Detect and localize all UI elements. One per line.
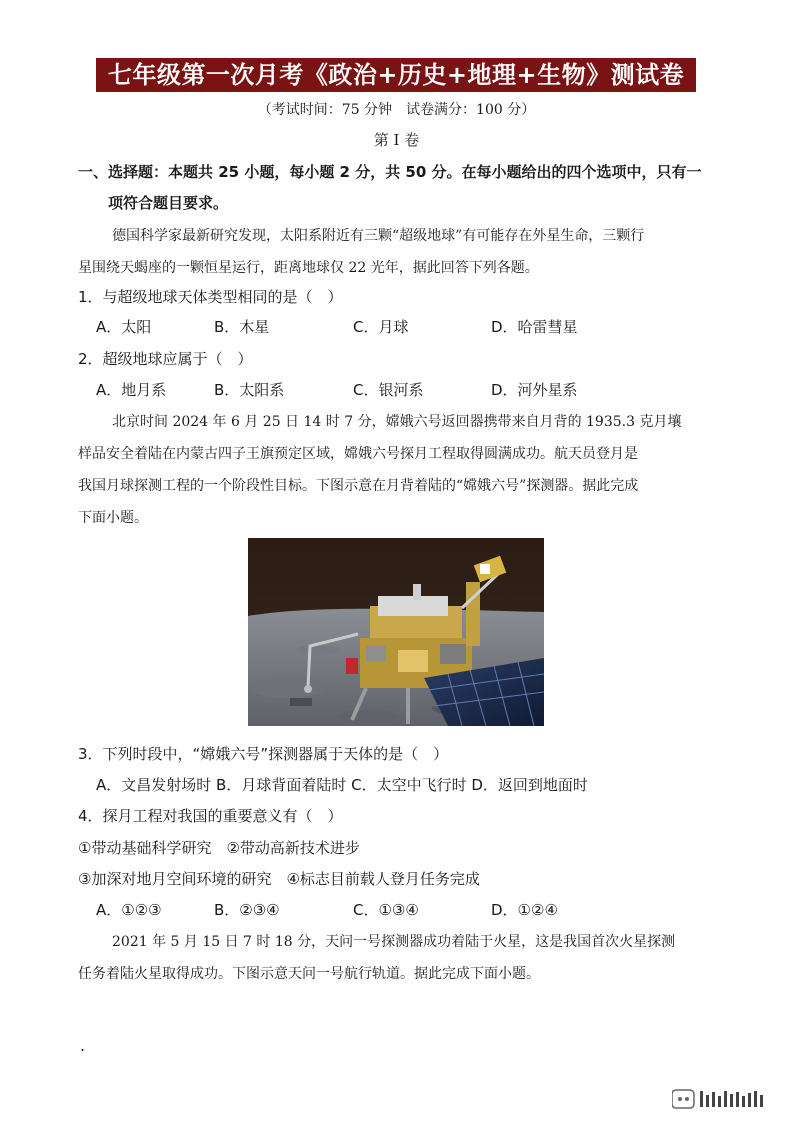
question-4-statements-1: ①带动基础科学研究 ②带动高新技术进步	[78, 839, 360, 857]
section-heading-line2: 项符合题目要求。	[108, 194, 229, 212]
question-4-option-a: A．①②③	[96, 901, 162, 919]
lunar-lander-illustration	[248, 538, 544, 726]
question-4-option-b: B．②③④	[214, 901, 280, 919]
exam-subtitle: （考试时间：75 分钟 试卷满分：100 分）	[257, 102, 536, 118]
passage-1-line1: 德国科学家最新研究发现，太阳系附近有三颗“超级地球”有可能存在外星生命，三颗行	[112, 228, 645, 244]
passage-3-line1: 2021 年 5 月 15 日 7 时 18 分，天问一号探测器成功着陆于火星，这是我国首次火星探测	[112, 934, 676, 950]
volume-heading: 第 I 卷	[373, 131, 420, 149]
passage-2-line1: 北京时间 2024 年 6 月 25 日 14 时 7 分，嫦娥六号返回器携带来自月背的 1935.3 克月壤	[112, 414, 682, 430]
stray-dot: .	[80, 1036, 86, 1055]
passage-2	[78, 406, 718, 534]
question-3-options: A．文昌发射场时 B．月球背面着陆时 C．太空中飞行时 D．返回到地面时	[96, 776, 588, 794]
question-2-option-a: A．地月系	[96, 381, 167, 399]
question-1-stem: 1．与超级地球天体类型相同的是（ ）	[78, 288, 343, 306]
watermark-logo	[672, 1087, 772, 1111]
passage-2-line3: 我国月球探测工程的一个阶段性目标。下图示意在月背着陆的“嫦娥六号”探测器。据此完成	[78, 478, 639, 494]
question-4-option-c: C．①③④	[353, 901, 419, 919]
section-heading-line1: 一、选择题：本题共 25 小题，每小题 2 分，共 50 分。在每小题给出的四个选项中，只有一	[78, 163, 702, 181]
passage-2-line2: 样品安全着陆在内蒙古四子王旗预定区域，嫦娥六号探月工程取得圆满成功。航天员登月是	[78, 446, 638, 462]
question-2-option-b: B．太阳系	[214, 381, 285, 399]
passage-1-line2: 星围绕天蝎座的一颗恒星运行，距离地球仅 22 光年，据此回答下列各题。	[78, 260, 539, 276]
question-2-stem: 2．超级地球应属于（ ）	[78, 350, 253, 368]
change6-lander-photo	[248, 538, 544, 726]
question-4-stem: 4．探月工程对我国的重要意义有（ ）	[78, 807, 343, 825]
question-3-stem: 3．下列时段中，“嫦娥六号”探测器属于天体的是（ ）	[78, 745, 449, 763]
passage-2-line4: 下面小题。	[78, 510, 148, 526]
passage-3-line2: 任务着陆火星取得成功。下图示意天问一号航行轨道。据此完成下面小题。	[78, 966, 540, 982]
question-2-option-d: D．河外星系	[491, 381, 578, 399]
passage-3	[78, 926, 718, 990]
question-1-option-c: C．月球	[353, 318, 409, 336]
question-1-option-b: B．木星	[214, 318, 270, 336]
question-2-option-c: C．银河系	[353, 381, 424, 399]
question-4-statements-2: ③加深对地月空间环境的研究 ④标志目前载人登月任务完成	[78, 870, 480, 888]
passage-1	[78, 220, 718, 284]
exam-title: 七年级第一次月考《政治+历史+地理+生物》测试卷	[96, 58, 696, 92]
question-1-option-a: A．太阳	[96, 318, 152, 336]
question-4-option-d: D．①②④	[491, 901, 558, 919]
question-1-option-d: D．哈雷彗星	[491, 318, 578, 336]
